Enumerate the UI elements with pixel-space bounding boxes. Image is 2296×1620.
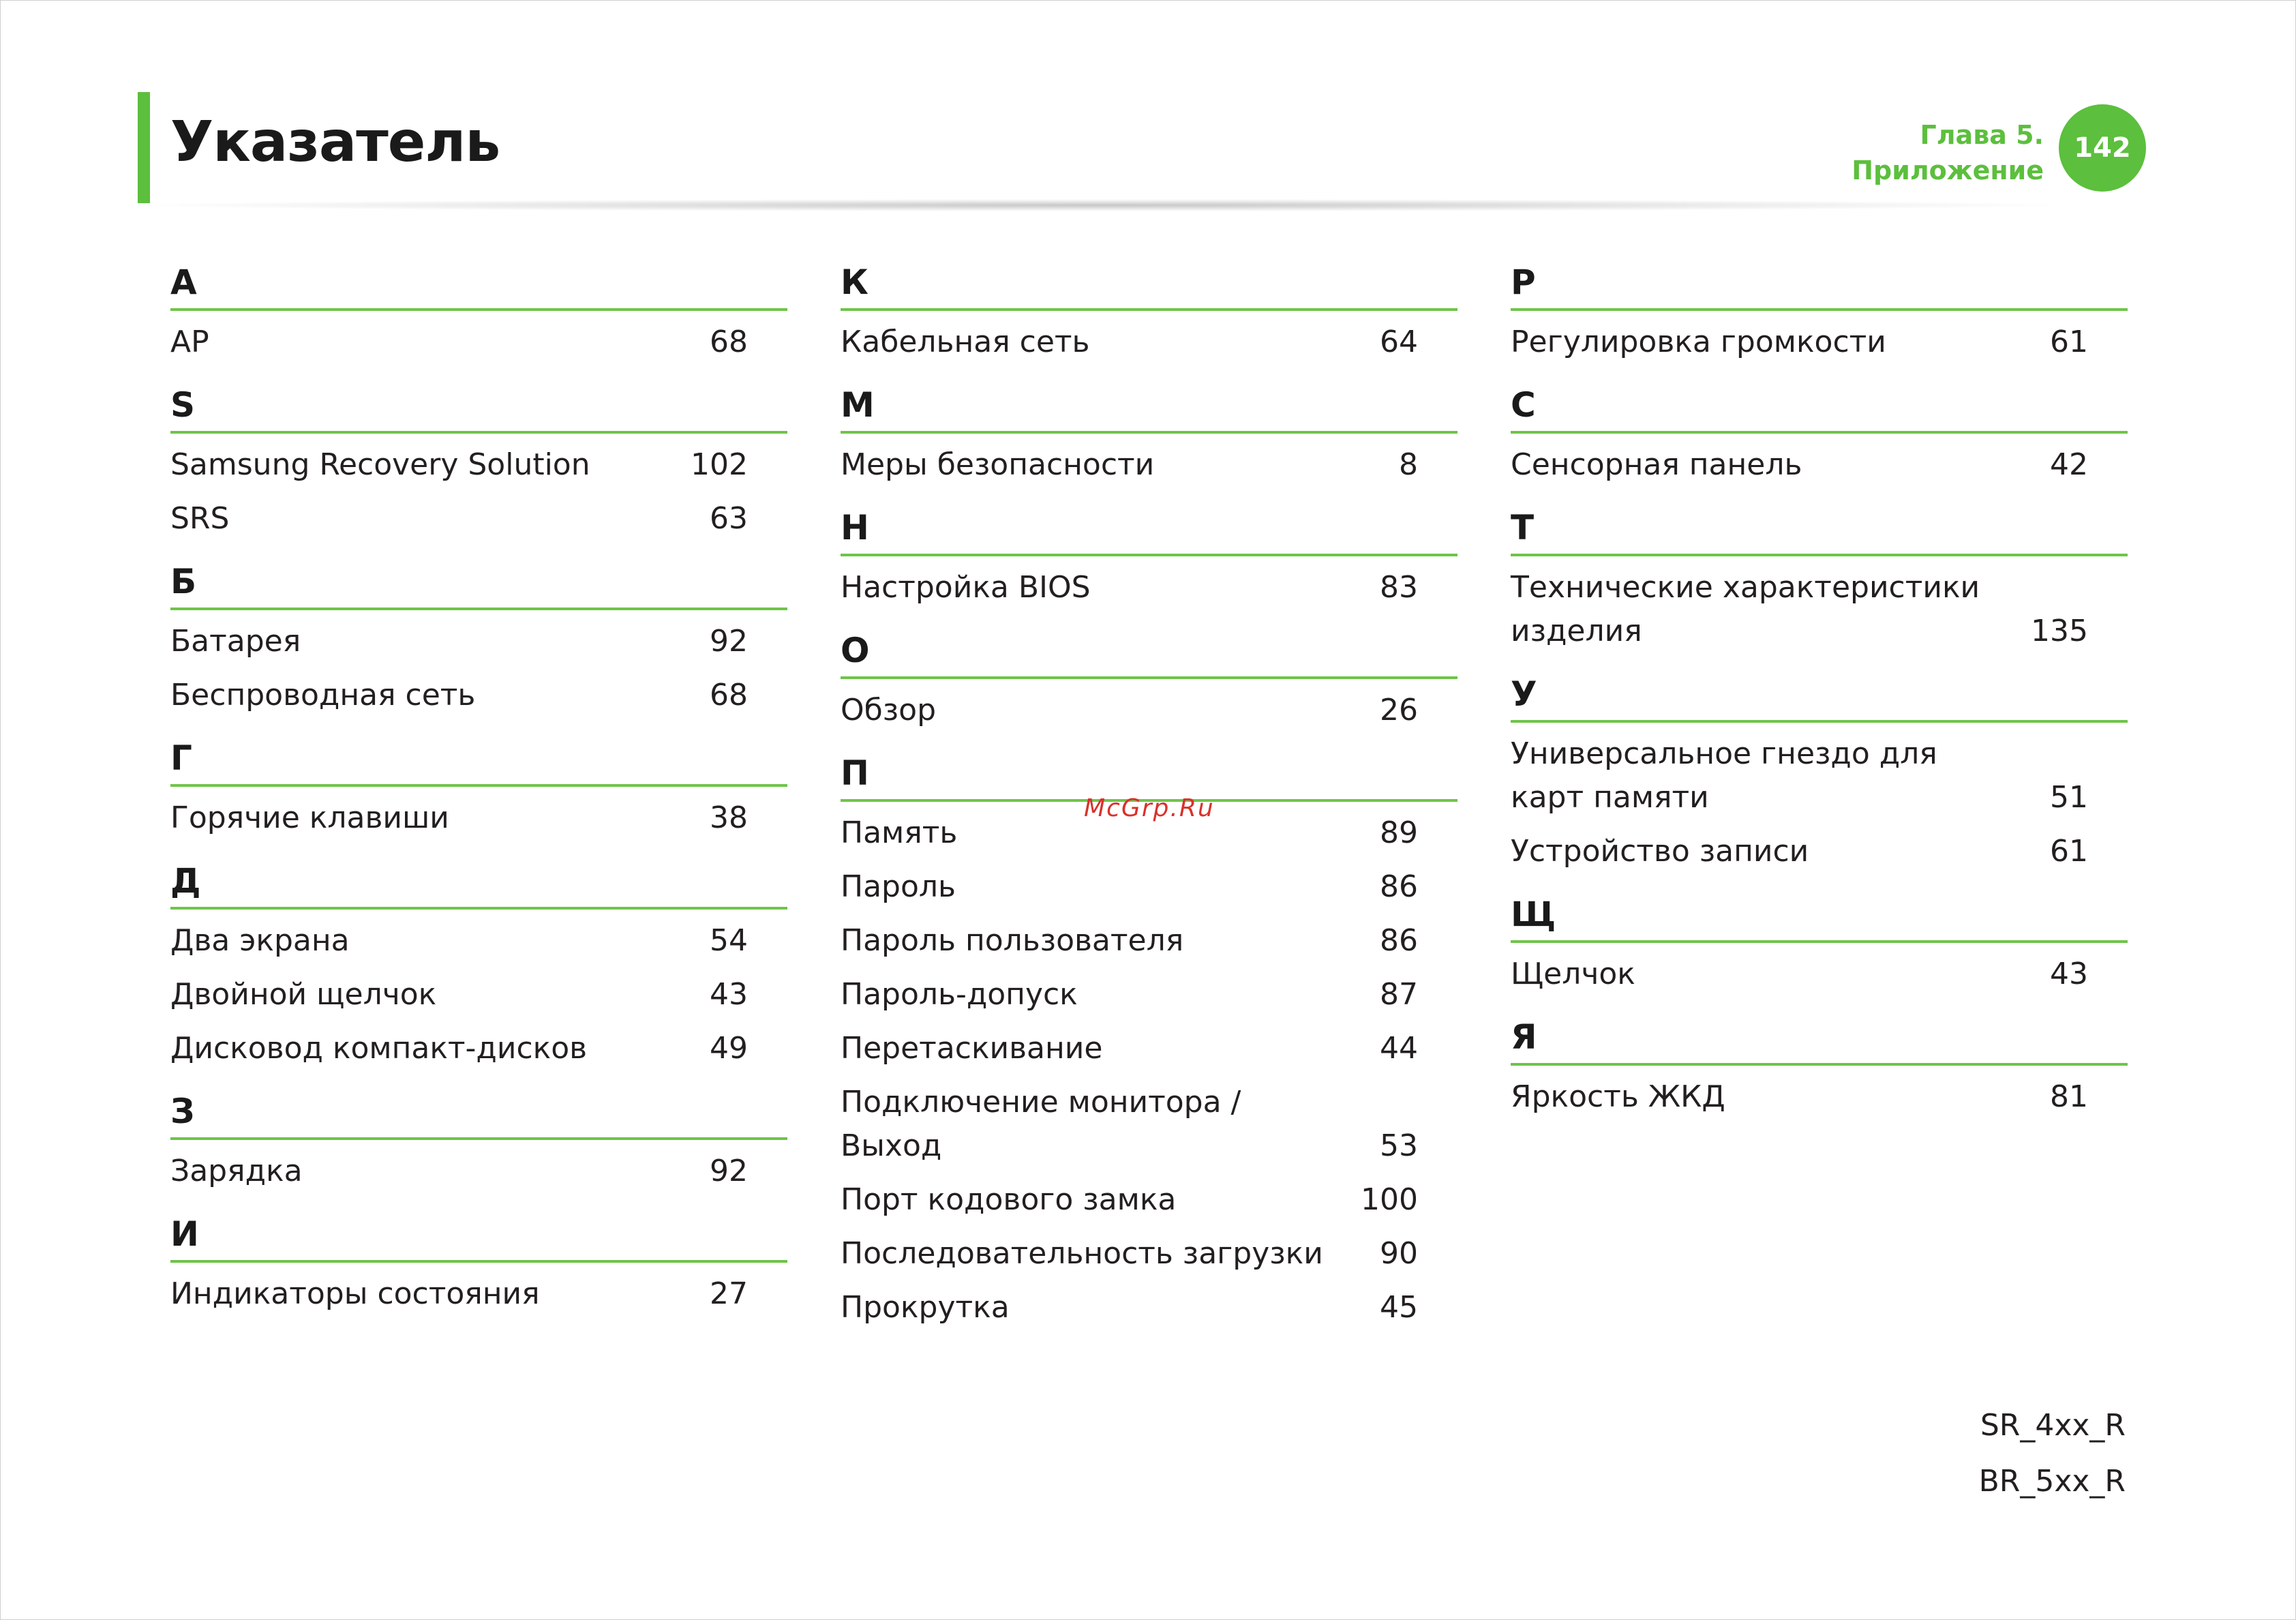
index-section-letter: A [170, 256, 787, 311]
index-entry [841, 566, 1457, 610]
index-entry-page: 87 [1380, 977, 1418, 1012]
index-section-letter: Г [170, 732, 787, 787]
index-entry [170, 674, 787, 717]
index-entry-text: Порт кодового замка [841, 1182, 1177, 1217]
index-entry-list [1511, 443, 2128, 487]
index-section-letter: Т [1511, 502, 2128, 556]
index-entry-text: Прокрутка [841, 1290, 1010, 1325]
index-entry-text: Сенсорная панель [1511, 447, 1802, 482]
index-entry-list [841, 443, 1457, 487]
index-entry-list [841, 566, 1457, 610]
index-entry-page: 135 [2031, 614, 2088, 648]
index-entry-text: Samsung Recovery Solution [170, 447, 590, 482]
index-entry-page: 68 [710, 325, 748, 359]
index-entry-page: 63 [710, 501, 748, 536]
index-entry [841, 1081, 1457, 1168]
index-entry-list [841, 811, 1457, 1330]
model-code: BR_5xx_R [1978, 1464, 2126, 1499]
index-entry-page: 8 [1399, 447, 1418, 482]
index-entry-page: 61 [2050, 325, 2088, 359]
index-entry [841, 919, 1457, 963]
page-number-badge: 142 [2059, 104, 2146, 192]
index-entry [1511, 443, 2128, 487]
index-entry-page: 83 [1380, 570, 1418, 605]
index-entry-text: Память [841, 815, 958, 850]
index-section-letter: Д [170, 855, 787, 910]
index-entry-page: 81 [2050, 1079, 2088, 1114]
index-entry-page: 92 [710, 1154, 748, 1188]
index-entry-page: 26 [1380, 693, 1418, 728]
index-entry [841, 973, 1457, 1017]
index-entry [1511, 830, 2128, 873]
index-section-letter: И [170, 1208, 787, 1263]
index-entry-text: Кабельная сеть [841, 325, 1090, 359]
index-entry-page: 54 [710, 923, 748, 958]
index-entry-text: Пароль-допуск [841, 977, 1078, 1012]
index-entry-list [170, 320, 787, 364]
index-entry-text: Яркость ЖКД [1511, 1079, 1725, 1114]
index-section-letter: Н [841, 502, 1457, 556]
index-entry-page: 68 [710, 678, 748, 712]
index-entry [170, 1150, 787, 1193]
index-entry-page: 86 [1380, 923, 1418, 958]
chapter-title: Приложение [1852, 155, 2044, 185]
index-entry [170, 497, 787, 541]
index-entry-text: AP [170, 325, 209, 359]
watermark: McGrp.Ru [1084, 794, 1215, 822]
index-section-letter: Б [170, 556, 787, 610]
index-section-letter: О [841, 625, 1457, 679]
title-accent-bar [138, 92, 150, 203]
index-entry [170, 1272, 787, 1316]
index-entry-text: Меры безопасности [841, 447, 1155, 482]
index-entry-text: Обзор [841, 693, 937, 728]
index-entry-list [1511, 320, 2128, 364]
index-entry-text: Устройство записи [1511, 834, 1809, 869]
index-entry-list [841, 320, 1457, 364]
index-entry [170, 620, 787, 663]
index-entry [841, 865, 1457, 909]
index-entry-page: 90 [1380, 1236, 1418, 1271]
index-entry-text: Горячие клавиши [170, 800, 449, 835]
index-entry-text: Индикаторы состояния [170, 1276, 540, 1311]
index-entry-text: Регулировка громкости [1511, 325, 1886, 359]
header-divider-shadow [150, 199, 2052, 211]
index-entry [170, 1027, 787, 1070]
index-entry-text: Последовательность загрузки [841, 1236, 1323, 1271]
index-section-letter: П [841, 747, 1457, 802]
index-section-letter: М [841, 379, 1457, 434]
index-entry [1511, 952, 2128, 996]
index-entry-list [170, 443, 787, 541]
index-entry-text: Технические характеристики изделия [1511, 570, 1980, 648]
index-entry [1511, 320, 2128, 364]
index-entry-list [1511, 566, 2128, 653]
index-entry-text: Двойной щелчок [170, 977, 437, 1012]
index-entry [841, 1286, 1457, 1330]
index-entry [170, 919, 787, 963]
index-entry [170, 973, 787, 1017]
index-entry-text: Щелчок [1511, 957, 1635, 991]
index-entry-list [170, 1272, 787, 1316]
index-entry-text: Универсальное гнездо для карт памяти [1511, 736, 1937, 815]
index-entry-text: SRS [170, 501, 230, 536]
model-list [1979, 1398, 2126, 1510]
index-entry-text: Перетаскивание [841, 1031, 1103, 1066]
index-entry [841, 320, 1457, 364]
chapter-number: Глава 5. [1920, 120, 2044, 150]
index-entry [170, 796, 787, 840]
index-entry-page: 43 [710, 977, 748, 1012]
index-entry [170, 443, 787, 487]
index-entry [170, 320, 787, 364]
index-entry-text: Дисковод компакт-дисков [170, 1031, 588, 1066]
index-entry [841, 1178, 1457, 1222]
index-section-letter: Я [1511, 1011, 2128, 1066]
model-code: SR_4xx_R [1980, 1408, 2126, 1443]
index-entry-page: 53 [1380, 1128, 1418, 1163]
index-entry-list [170, 620, 787, 717]
index-entry-page: 38 [710, 800, 748, 835]
index-section-letter: З [170, 1085, 787, 1140]
index-entry-page: 42 [2050, 447, 2088, 482]
index-entry-list [841, 689, 1457, 732]
index-entry-text: Подключение монитора / Выход [841, 1085, 1241, 1163]
index-section-letter: S [170, 379, 787, 434]
index-section-letter: Щ [1511, 888, 2128, 943]
index-entry-text: Пароль [841, 869, 956, 904]
index-entry-page: 27 [710, 1276, 748, 1311]
index-entry-text: Пароль пользователя [841, 923, 1184, 958]
index-entry [841, 1027, 1457, 1070]
index-section-letter: Р [1511, 256, 2128, 311]
index-entry-text: Два экрана [170, 923, 350, 958]
index-section-letter: У [1511, 668, 2128, 723]
index-entry [841, 1232, 1457, 1276]
index-entry [841, 689, 1457, 732]
index-entry [841, 443, 1457, 487]
index-entry-page: 92 [710, 624, 748, 659]
index-entry-text: Настройка BIOS [841, 570, 1091, 605]
index-entry-list [170, 1150, 787, 1193]
index-entry-list [1511, 952, 2128, 996]
index-entry-list [170, 919, 787, 1070]
index-entry [1511, 1075, 2128, 1119]
index-entry [1511, 566, 2128, 653]
index-entry-page: 64 [1380, 325, 1418, 359]
index-entry-page: 102 [691, 447, 748, 482]
index-entry-page: 49 [710, 1031, 748, 1066]
index-section-letter: С [1511, 379, 2128, 434]
index-entry-page: 86 [1380, 869, 1418, 904]
index-entry-list [1511, 1075, 2128, 1119]
index-column-3 [1511, 256, 2128, 1134]
index-entry-page: 100 [1361, 1182, 1418, 1217]
index-entry-page: 43 [2050, 957, 2088, 991]
index-entry-page: 44 [1380, 1031, 1418, 1066]
chapter-label [1852, 117, 2044, 188]
index-entry-text: Зарядка [170, 1154, 303, 1188]
index-entry-text: Батарея [170, 624, 301, 659]
index-entry [1511, 732, 2128, 820]
index-entry-list [1511, 732, 2128, 873]
index-entry-page: 45 [1380, 1290, 1418, 1325]
index-section-letter: К [841, 256, 1457, 311]
index-entry-page: 51 [2050, 780, 2088, 815]
index-entry-list [170, 796, 787, 840]
index-entry-text: Беспроводная сеть [170, 678, 476, 712]
index-entry-page: 61 [2050, 834, 2088, 869]
page-title: Указатель [170, 110, 500, 175]
index-entry-page: 89 [1380, 815, 1418, 850]
index-column-1 [170, 256, 787, 1331]
